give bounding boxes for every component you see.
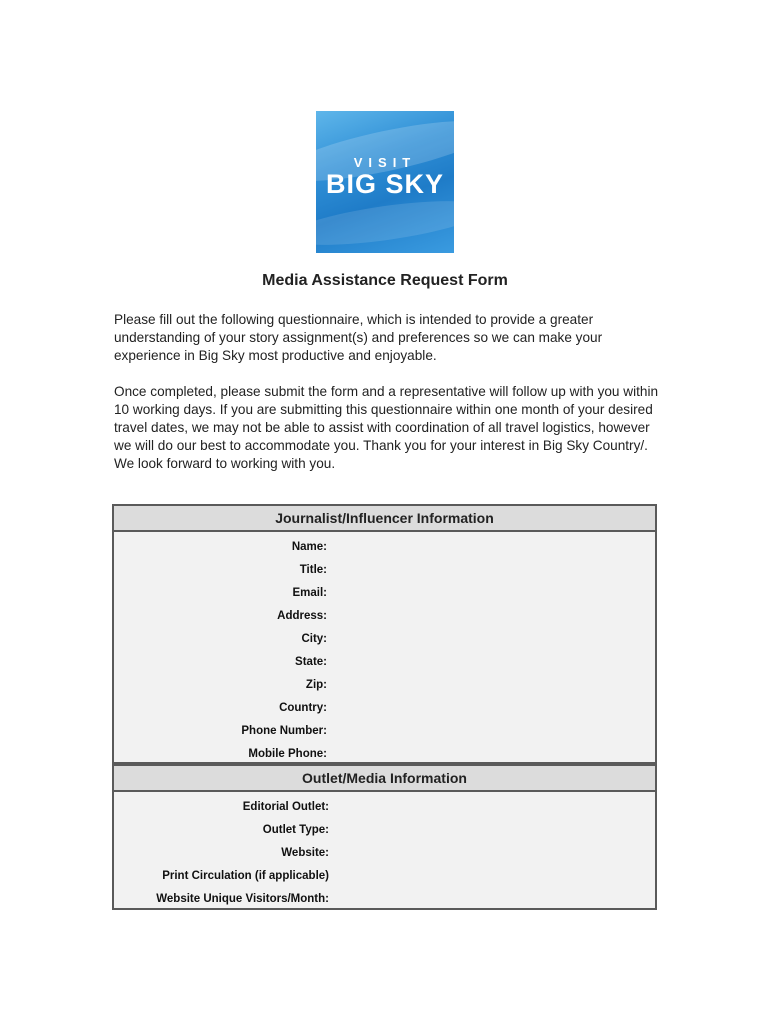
form-row-editorial-outlet [114, 796, 655, 819]
field-label: Print Circulation (if applicable) [162, 870, 329, 882]
website-field[interactable] [334, 844, 651, 863]
field-label: Address: [277, 610, 327, 622]
intro-paragraph-2: Once completed, please submit the form and a representative will follow up with you within 10 working days. If you are submitting this questionnaire within one month of your desired travel dates, we may not be able to assist with coordination of all travel logistics, however we will do our best to accommodate you. Thank you for your interest in Big Sky Country/. We look forward to working with you. [114, 384, 659, 471]
logo-cloud-streak [316, 192, 454, 253]
form-row-name [114, 536, 655, 559]
phone-field[interactable] [334, 722, 651, 741]
form-row-address [114, 605, 655, 628]
form-row-mobile [114, 743, 655, 766]
email-field[interactable] [334, 584, 651, 603]
state-field[interactable] [334, 653, 651, 672]
field-label: City: [301, 633, 327, 645]
editorial-outlet-field[interactable] [334, 798, 651, 817]
form-row-unique-visitors [114, 888, 655, 911]
field-label: Website Unique Visitors/Month: [156, 893, 329, 905]
title-field[interactable] [334, 561, 651, 580]
form-row-title [114, 559, 655, 582]
form-row-state [114, 651, 655, 674]
journalist-info-section [112, 504, 657, 764]
field-label: Website: [281, 847, 329, 859]
unique-visitors-field[interactable] [334, 890, 651, 909]
outlet-info-section [112, 764, 657, 910]
print-circulation-field[interactable] [334, 867, 651, 886]
form-title: Media Assistance Request Form [262, 272, 508, 289]
mobile-phone-field[interactable] [334, 745, 651, 764]
form-row-phone [114, 720, 655, 743]
section-header: Outlet/Media Information [114, 764, 655, 792]
form-row-city [114, 628, 655, 651]
intro-paragraph-1: Please fill out the following questionnaire, which is intended to provide a greater understanding of your story assignment(s) and preferences so we can make your experience in Big Sky most productive and enjoyable. [114, 312, 603, 363]
field-label: Country: [279, 702, 327, 714]
field-label: Editorial Outlet: [242, 801, 329, 813]
visit-big-sky-logo [316, 111, 454, 253]
name-field[interactable] [334, 538, 651, 557]
logo-big-sky-text: BIG SKY [325, 169, 445, 199]
form-row-website [114, 842, 655, 865]
field-label: Zip: [305, 679, 327, 691]
form-row-outlet-type [114, 819, 655, 842]
field-label: Title: [299, 564, 327, 576]
country-field[interactable] [334, 699, 651, 718]
field-label: Outlet Type: [262, 824, 329, 836]
form-row-print-circulation [114, 865, 655, 888]
field-label: Email: [292, 587, 327, 599]
form-row-email [114, 582, 655, 605]
field-label: Name: [291, 541, 327, 553]
zip-field[interactable] [334, 676, 651, 695]
field-label: State: [295, 656, 327, 668]
section-header: Journalist/Influencer Information [114, 506, 655, 532]
form-row-country [114, 697, 655, 720]
address-field[interactable] [334, 607, 651, 626]
field-label: Mobile Phone: [248, 748, 327, 760]
form-row-zip [114, 674, 655, 697]
field-label: Phone Number: [241, 725, 327, 737]
logo-visit-text: VISIT [353, 155, 417, 170]
city-field[interactable] [334, 630, 651, 649]
outlet-type-field[interactable] [334, 821, 651, 840]
